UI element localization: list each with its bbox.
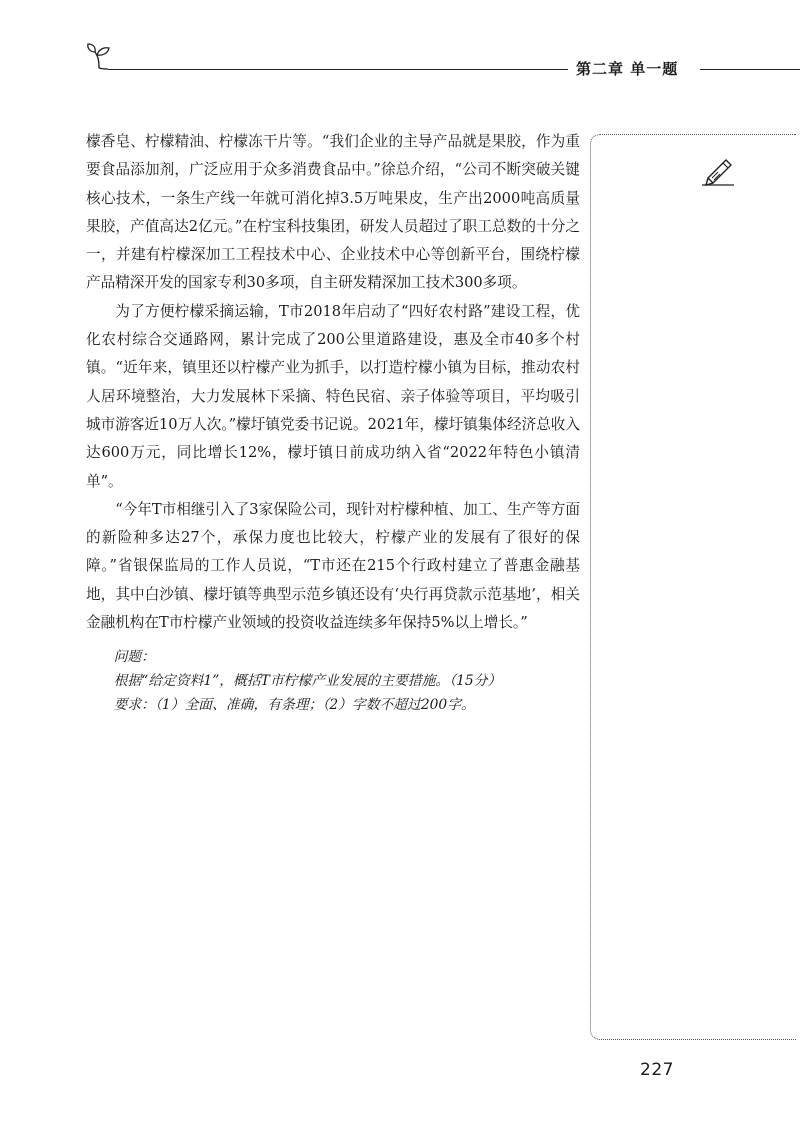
document-body xyxy=(86,128,580,717)
pencil-icon xyxy=(700,154,736,186)
paragraph-3: “今年T市相继引入了3家保险公司，现针对柠檬种植、加工、生产等方面的新险种多达27个，承保力度也比较大，柠檬产业的发展有了很好的保障。”省银保监局的工作人员说，“T市还在215个行政村建立了普惠金融基地，其中白沙镇、檬圩镇等典型示范乡镇还设有‘央行再贷款示范基地’，相关金融机构在T市柠檬产业领域的投资收益连续多年保持5%以上增长。” xyxy=(86,500,580,632)
paragraph-2: 为了方便柠檬采摘运输，T市2018年启动了“四好农村路”建设工程，优化农村综合交通路网，累计完成了200公里道路建设，惠及全市40多个村镇。“近年来，镇里还以柠檬产业为抓手，以打造柠檬小镇为目标，推动农村人居环境整治，大力发展林下采摘、特色民宿、亲子体验等项目，平均吸引城市游客近10万人次。”檬圩镇党委书记说。2021年，檬圩镇集体经济总收入达600万元，同比增长12%，檬圩镇日前成功纳入省“2022年特色小镇清单”。 xyxy=(86,302,580,490)
chapter-title: 第二章 单一题 xyxy=(576,60,679,78)
notes-margin-box xyxy=(590,134,796,1040)
question-requirements: 要求：（1）全面、准确，有条理；（2）字数不超过200字。 xyxy=(113,697,475,714)
question-prompt: 根据“给定资料1”，概括T市柠檬产业发展的主要措施。（15分） xyxy=(113,673,502,690)
question-label: 问题： xyxy=(113,649,155,666)
page-number: 227 xyxy=(640,1060,674,1080)
header-rule-left xyxy=(108,69,568,70)
paragraph-1: 檬香皂、柠檬精油、柠檬冻干片等。“我们企业的主导产品就是果胶，作为重要食品添加剂，广泛应用于众多消费食品中。”徐总介绍，“公司不断突破关键核心技术，一条生产线一年就可消化掉3.5万吨果皮，生产出2000吨高质量果胶，产值高达2亿元。”在柠宝科技集团，研发人员超过了职工总数的十分之一，并建有柠檬深加工工程技术中心、企业技术中心等创新平台，围绕柠檬产品精深开发的国家专利30多项，自主研发精深加工技术300多项。 xyxy=(86,133,580,292)
sprout-icon xyxy=(86,42,112,70)
header-rule-right xyxy=(700,69,800,70)
